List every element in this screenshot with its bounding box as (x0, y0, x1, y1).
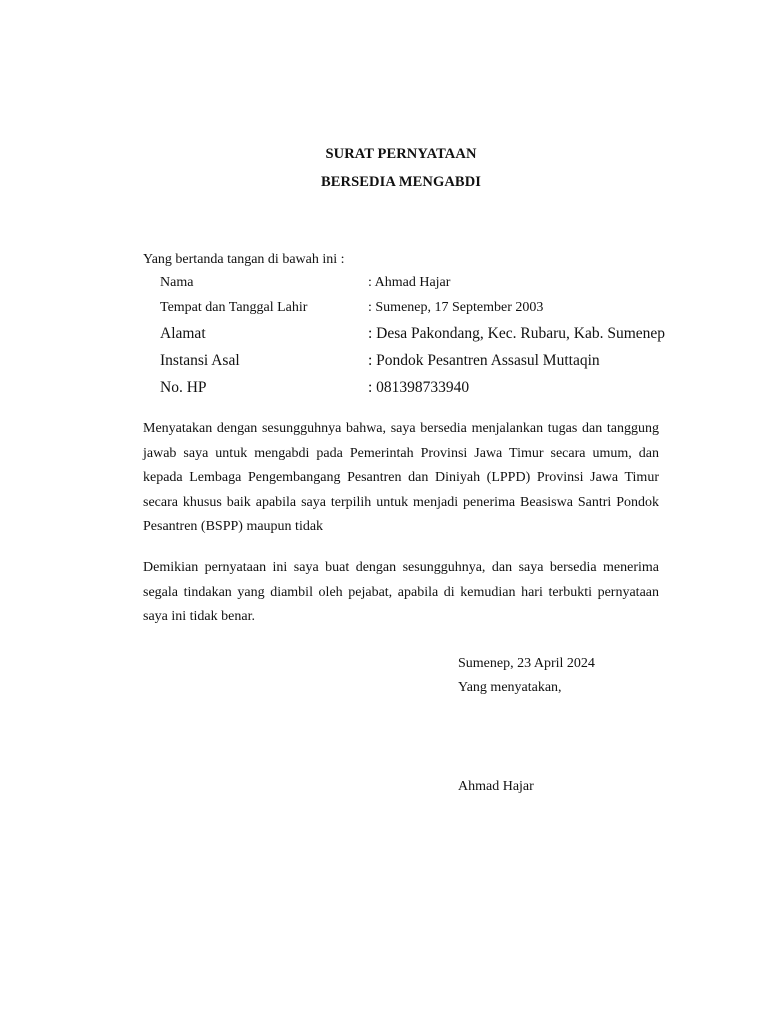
field-value-nama: : Ahmad Hajar (368, 275, 451, 290)
closing-paragraph: Demikian pernyataan ini saya buat dengan sesungguhnya, dan saya bersedia menerima segala tindakan yang diambil oleh pejabat, apabila di kemudian hari terbukti pernyataan saya ini tidak benar. (143, 560, 659, 624)
field-label-nama: Nama (160, 275, 194, 290)
field-label-instansi: Instansi Asal (160, 352, 240, 369)
field-value-alamat: : Desa Pakondang, Kec. Rubaru, Kab. Sumenep (368, 325, 666, 342)
signature-role: Yang menyatakan, (458, 680, 562, 695)
signature-place-date: Sumenep, 23 April 2024 (458, 656, 595, 671)
signature-name: Ahmad Hajar (458, 779, 534, 794)
intro-text: Yang bertanda tangan di bawah ini : (143, 252, 345, 267)
document-title: SURAT PERNYATAAN (325, 146, 477, 162)
statement-paragraph: Menyatakan dengan sesungguhnya bahwa, saya bersedia menjalankan tugas dan tanggung jawab saya untuk mengabdi pada Pemerintah Provinsi Jawa Timur secara umum, dan kepada Lembaga Pengembangang Pesantren dan Diniyah (LPPD) Provinsi Jawa Timur secara khusus baik apabila saya terpilih untuk menjadi penerima Beasiswa Santri Pondok Pesantren (BSPP) maupun tidak (143, 421, 659, 534)
field-label-nohp: No. HP (160, 379, 207, 396)
field-value-nohp: : 081398733940 (368, 379, 470, 396)
field-label-alamat: Alamat (160, 325, 206, 342)
field-value-instansi: : Pondok Pesantren Assasul Muttaqin (368, 352, 600, 369)
field-label-ttl: Tempat dan Tanggal Lahir (160, 300, 308, 315)
field-value-ttl: : Sumenep, 17 September 2003 (368, 300, 544, 315)
document-subtitle: BERSEDIA MENGABDI (320, 174, 482, 190)
